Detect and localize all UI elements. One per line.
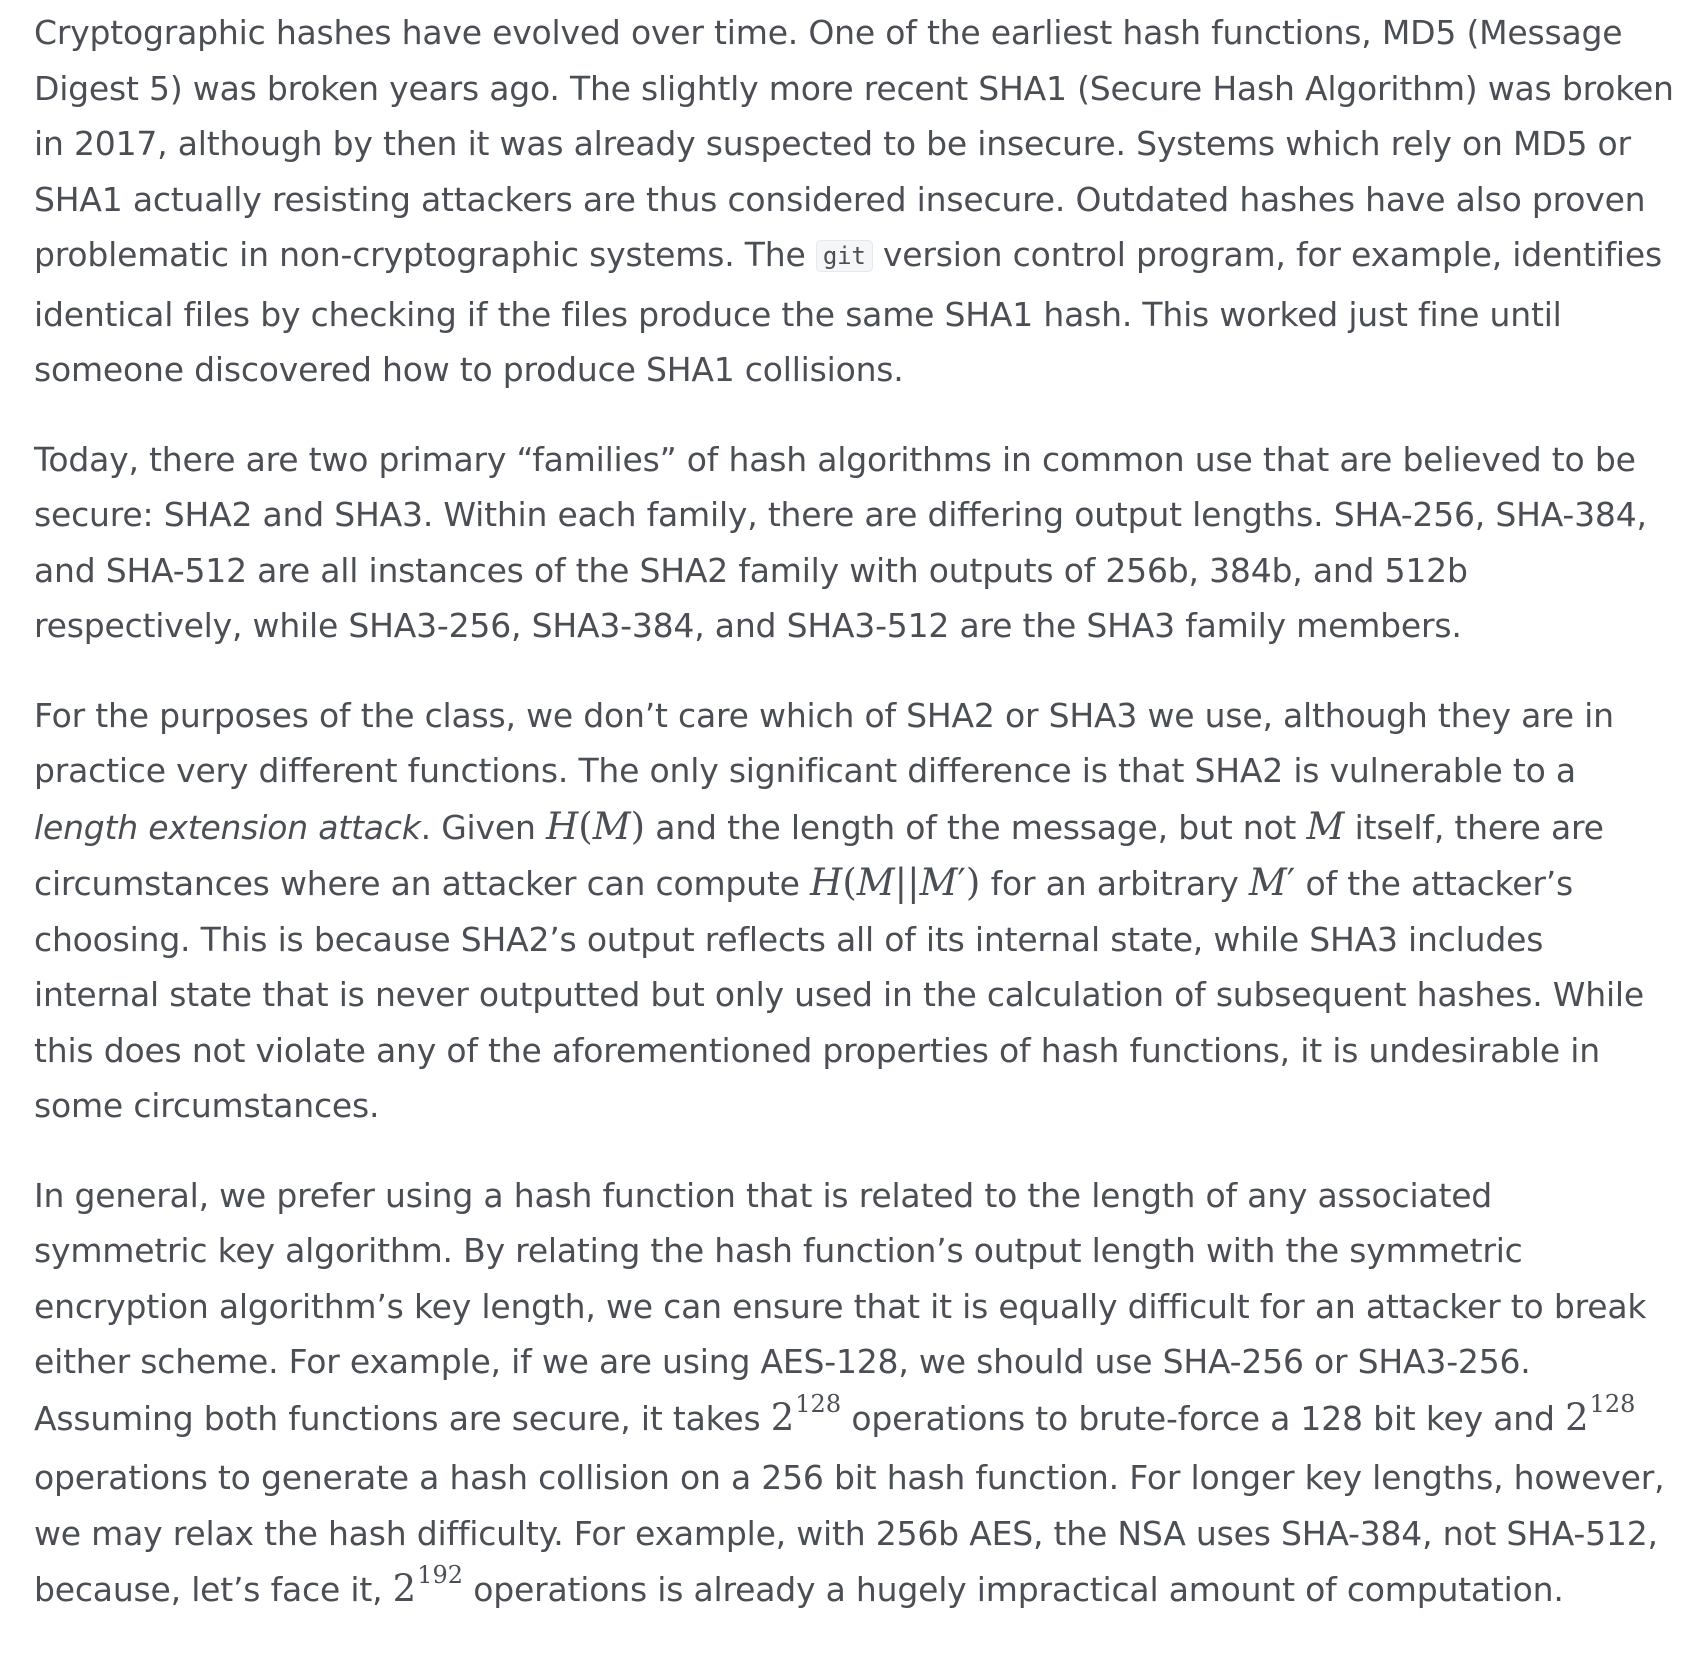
math-exponent: 192 bbox=[417, 1561, 464, 1589]
math-open-paren: ( bbox=[578, 804, 593, 848]
math-concat-bars: || bbox=[894, 861, 920, 904]
math-base: 2 bbox=[392, 1567, 417, 1610]
math-m-symbol: M bbox=[592, 804, 631, 848]
paragraph-3 bbox=[34, 688, 1674, 1134]
p3-text-2: . Given bbox=[420, 807, 546, 847]
math-prime: ′ bbox=[1286, 861, 1296, 904]
git-inline-code: git bbox=[816, 240, 873, 272]
p3-text-5: for an arbitrary bbox=[980, 864, 1249, 903]
p3-text-1: For the purposes of the class, we don’t care which of SHA2 or SHA3 we use, although they are in practice very different functions. The only significant difference is that SHA2 is vulnerable to a bbox=[34, 695, 1614, 790]
math-2-pow-128-second bbox=[1565, 1389, 1636, 1439]
p3-text-4: itself, there are circumstances where an attacker can compute bbox=[34, 807, 1604, 903]
math-close-paren: ) bbox=[965, 861, 981, 904]
p3-text-6: of the attacker’s choosing. This is because SHA2’s output reflects all of its internal state, while SHA3 includes internal state that is never outputted but only used in the calculation of subsequent hashes. While this does not violate any of the aforementioned properties of hash functions, it is undesirable in some circumstances. bbox=[34, 864, 1644, 1125]
math-m bbox=[1306, 805, 1344, 848]
paragraph-2: Today, there are two primary “families” of hash algorithms in common use that are believed to be secure: SHA2 and SHA3. Within each family, there are differing output lengths. SHA-256, SHA-384, and SHA-512 are all instances of the SHA2 family with outputs of 256b, 384b, and 512b respectively, while SHA3-256, SHA3-384, and SHA3-512 are the SHA3 family members. bbox=[34, 439, 1647, 645]
p1-text-2: version control program, for example, identifies identical files by checking if the files produce the same SHA1 hash. This worked just fine until someone discovered how to produce SHA1 collisions. bbox=[34, 235, 1662, 389]
paragraph-1 bbox=[34, 5, 1674, 398]
length-extension-attack-term: length extension attack bbox=[34, 807, 421, 847]
math-base: 2 bbox=[770, 1395, 795, 1439]
math-m-symbol: M bbox=[856, 861, 895, 904]
math-m-symbol: M bbox=[1306, 804, 1345, 848]
paragraph-4 bbox=[34, 1168, 1674, 1622]
document-body bbox=[34, 5, 1674, 1622]
math-base: 2 bbox=[1565, 1395, 1589, 1439]
math-m-symbol: M bbox=[919, 861, 958, 904]
math-exponent: 128 bbox=[795, 1389, 842, 1418]
p4-text-1: In general, we prefer using a hash function that is related to the length of any associated symmetric key algorithm. By relating the hash function’s output length with the symmetric encryption algorithm’s key length, we can ensure that it is equally difficult for an attacker to break either scheme. For example, if we are using AES-128, we should use SHA-256 or SHA3-256. Assuming both functions are secure, it takes bbox=[34, 1175, 1647, 1438]
math-exponent: 128 bbox=[1589, 1389, 1636, 1418]
math-prime: ′ bbox=[957, 861, 966, 904]
math-h-symbol: H bbox=[810, 861, 843, 904]
math-m-symbol: M bbox=[1248, 861, 1287, 904]
math-2-pow-128-first bbox=[770, 1389, 842, 1439]
math-open-paren: ( bbox=[842, 861, 857, 904]
p3-text-3: and the length of the message, but not bbox=[645, 807, 1307, 847]
math-close-paren: ) bbox=[630, 804, 646, 848]
math-h-of-m-concat-mprime bbox=[810, 861, 980, 904]
math-h-of-m bbox=[546, 805, 645, 848]
p4-text-3: operations to generate a hash collision on a 256 bit hash function. For longer key lengths, however, we may relax the hash difficulty. For example, with 256b AES, the NSA uses SHA-384, not SHA-512, because, let’s face it, bbox=[34, 1458, 1665, 1609]
p1-text-1: Cryptographic hashes have evolved over time. One of the earliest hash functions, MD5 (Message Digest 5) was broken years ago. The slightly more recent SHA1 (Secure Hash Algorithm) was broken in 2017, although by then it was already suspected to be insecure. Systems which rely on MD5 or SHA1 actually resisting attackers are thus considered insecure. Outdated hashes have also proven problematic in non-cryptographic systems. The bbox=[34, 13, 1674, 274]
p4-text-2: operations to brute-force a 128 bit key and bbox=[841, 1398, 1566, 1438]
math-h-symbol: H bbox=[545, 804, 579, 848]
math-m-prime bbox=[1249, 861, 1295, 904]
p4-text-4: operations is already a hugely impractical amount of computation. bbox=[463, 1570, 1564, 1609]
math-2-pow-192 bbox=[392, 1561, 464, 1610]
